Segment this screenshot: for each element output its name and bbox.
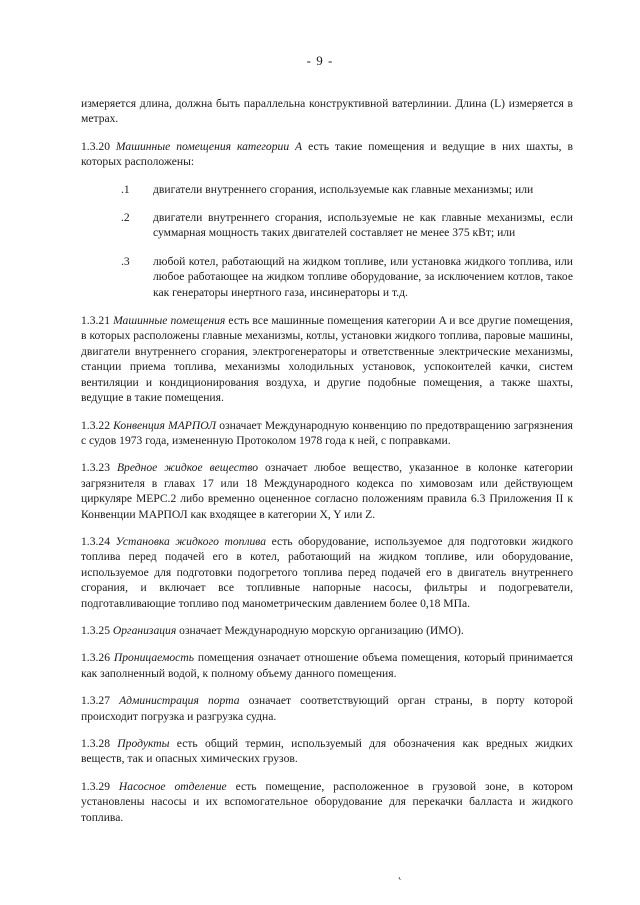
sub-item-text: двигатели внутреннего сгорания, используемые не как главные механизмы, если суммарная мощность таких двигателей составляет не менее 375 кВт; или (153, 211, 573, 240)
section-term: Организация (112, 623, 177, 637)
section-text: есть такие помещения и ведущие в них шахты, в которых расположены: (81, 139, 573, 169)
section-text: есть общий термин, используемый для обозначения как вредных жидких веществ, так и опасных химических грузов. (81, 737, 573, 766)
sub-item-number: .2 (121, 211, 130, 225)
section-text: означает любое вещество, указанное в колонке категории загрязнителя в главах 17 или 18 Международного кодекса по химовозам или действующем циркуляре MEPC.2 либо временно оцененное согласно положениям правила 6.3 Приложения II к Конвенции МАРПОЛ как входящее в категории X, Y или Z. (81, 461, 573, 521)
section-term: Насосное отделение (118, 779, 227, 793)
intro-paragraph: измеряется длина, должна быть параллельна конструктивной ватерлинии. Длина (L) измеряется в метрах. (81, 97, 573, 126)
sub-item-text: любой котел, работающий на жидком топливе, или установка жидкого топлива, или любое работающее на жидком топливе оборудование, за исключением котлов, такое как генераторы инертного газа, инсинераторы и т.д. (153, 254, 573, 299)
section-text: означает Международную морскую организацию (ИМО). (179, 623, 464, 637)
section-number: 1.3.23 (81, 461, 110, 475)
section-number: 1.3.28 (81, 737, 110, 750)
document-body (81, 96, 573, 837)
section-1-3-23 (81, 460, 573, 522)
section-term: Проницаемость (113, 651, 194, 665)
section-term: Продукты (117, 737, 170, 750)
section-term: Машинные помещения категории A (115, 139, 303, 153)
section-text: есть помещение, расположенное в грузовой зоне, в котором установлены насосы и их вспомогательное оборудование для перекачки балласта и жидкого топлива. (81, 779, 573, 824)
page-number: - 9 - (306, 53, 334, 68)
sub-item-3 (81, 254, 573, 300)
section-text: есть все машинные помещения категории A и все другие помещения, в которых расположены главные механизмы, котлы, установки жидкого топлива, паровые машины, двигатели внутреннего сгорания, электрогенераторы и ответственные электрические механизмы, станции приема топлива, механизмы холодильных установок, успокоителей качки, систем вентиляции и кондиционирования воздуха, и другие подобные помещения, а также шахты, ведущие в такие помещения. (81, 314, 573, 405)
section-term: Вредное жидкое вещество (116, 461, 258, 475)
sub-item-number: .3 (121, 254, 130, 268)
section-1-3-20 (81, 139, 573, 170)
section-number: 1.3.26 (81, 651, 110, 665)
section-1-3-21 (81, 313, 573, 405)
section-1-3-24 (81, 534, 573, 611)
section-number: 1.3.22 (81, 418, 110, 432)
footer-mark: ˛ (398, 866, 402, 880)
section-term: Установка жидкого топлива (115, 534, 267, 548)
section-1-3-28 (81, 736, 573, 767)
section-number: 1.3.27 (81, 694, 110, 708)
section-number: 1.3.24 (81, 534, 110, 548)
section-number: 1.3.20 (81, 139, 110, 153)
section-1-3-25 (81, 623, 573, 638)
section-number: 1.3.21 (81, 314, 110, 328)
section-term: Машинные помещения (113, 314, 226, 328)
section-1-3-29 (81, 779, 573, 825)
section-1-3-27 (81, 693, 573, 724)
section-text: означает Международную конвенцию по предотвращению загрязнения с судов 1973 года, измененную Протоколом 1978 года к ней, с поправками. (81, 418, 573, 447)
sub-item-1 (81, 182, 573, 197)
sub-item-number: .1 (121, 182, 130, 196)
section-text: есть оборудование, используемое для подготовки жидкого топлива перед подачей его в котел, работающий на жидком топливе, или оборудование, используемое для подготовки подогретого топлива перед подачей его в двигатель внутреннего сгорания, и включает все топливные напорные насосы, фильтры и подогреватели, подготавливающие топливо под манометрическим давлением более 0,18 МПа. (81, 534, 573, 610)
section-number: 1.3.29 (81, 779, 110, 793)
section-text: означает соответствующий орган страны, в порту которой происходит погрузка и разгрузка судна. (81, 694, 574, 723)
section-term: Администрация порта (119, 694, 240, 708)
sub-item-2 (81, 210, 573, 241)
section-text: помещения означает отношение объема помещения, который принимается как заполненный водой, к полному объему данного помещения. (81, 651, 573, 680)
section-number: 1.3.25 (81, 623, 110, 637)
section-term: Конвенция МАРПОЛ (113, 418, 217, 432)
sub-item-text: двигатели внутреннего сгорания, используемые как главные механизмы; или (153, 182, 534, 196)
section-1-3-26 (81, 650, 573, 681)
section-1-3-22 (81, 418, 573, 449)
